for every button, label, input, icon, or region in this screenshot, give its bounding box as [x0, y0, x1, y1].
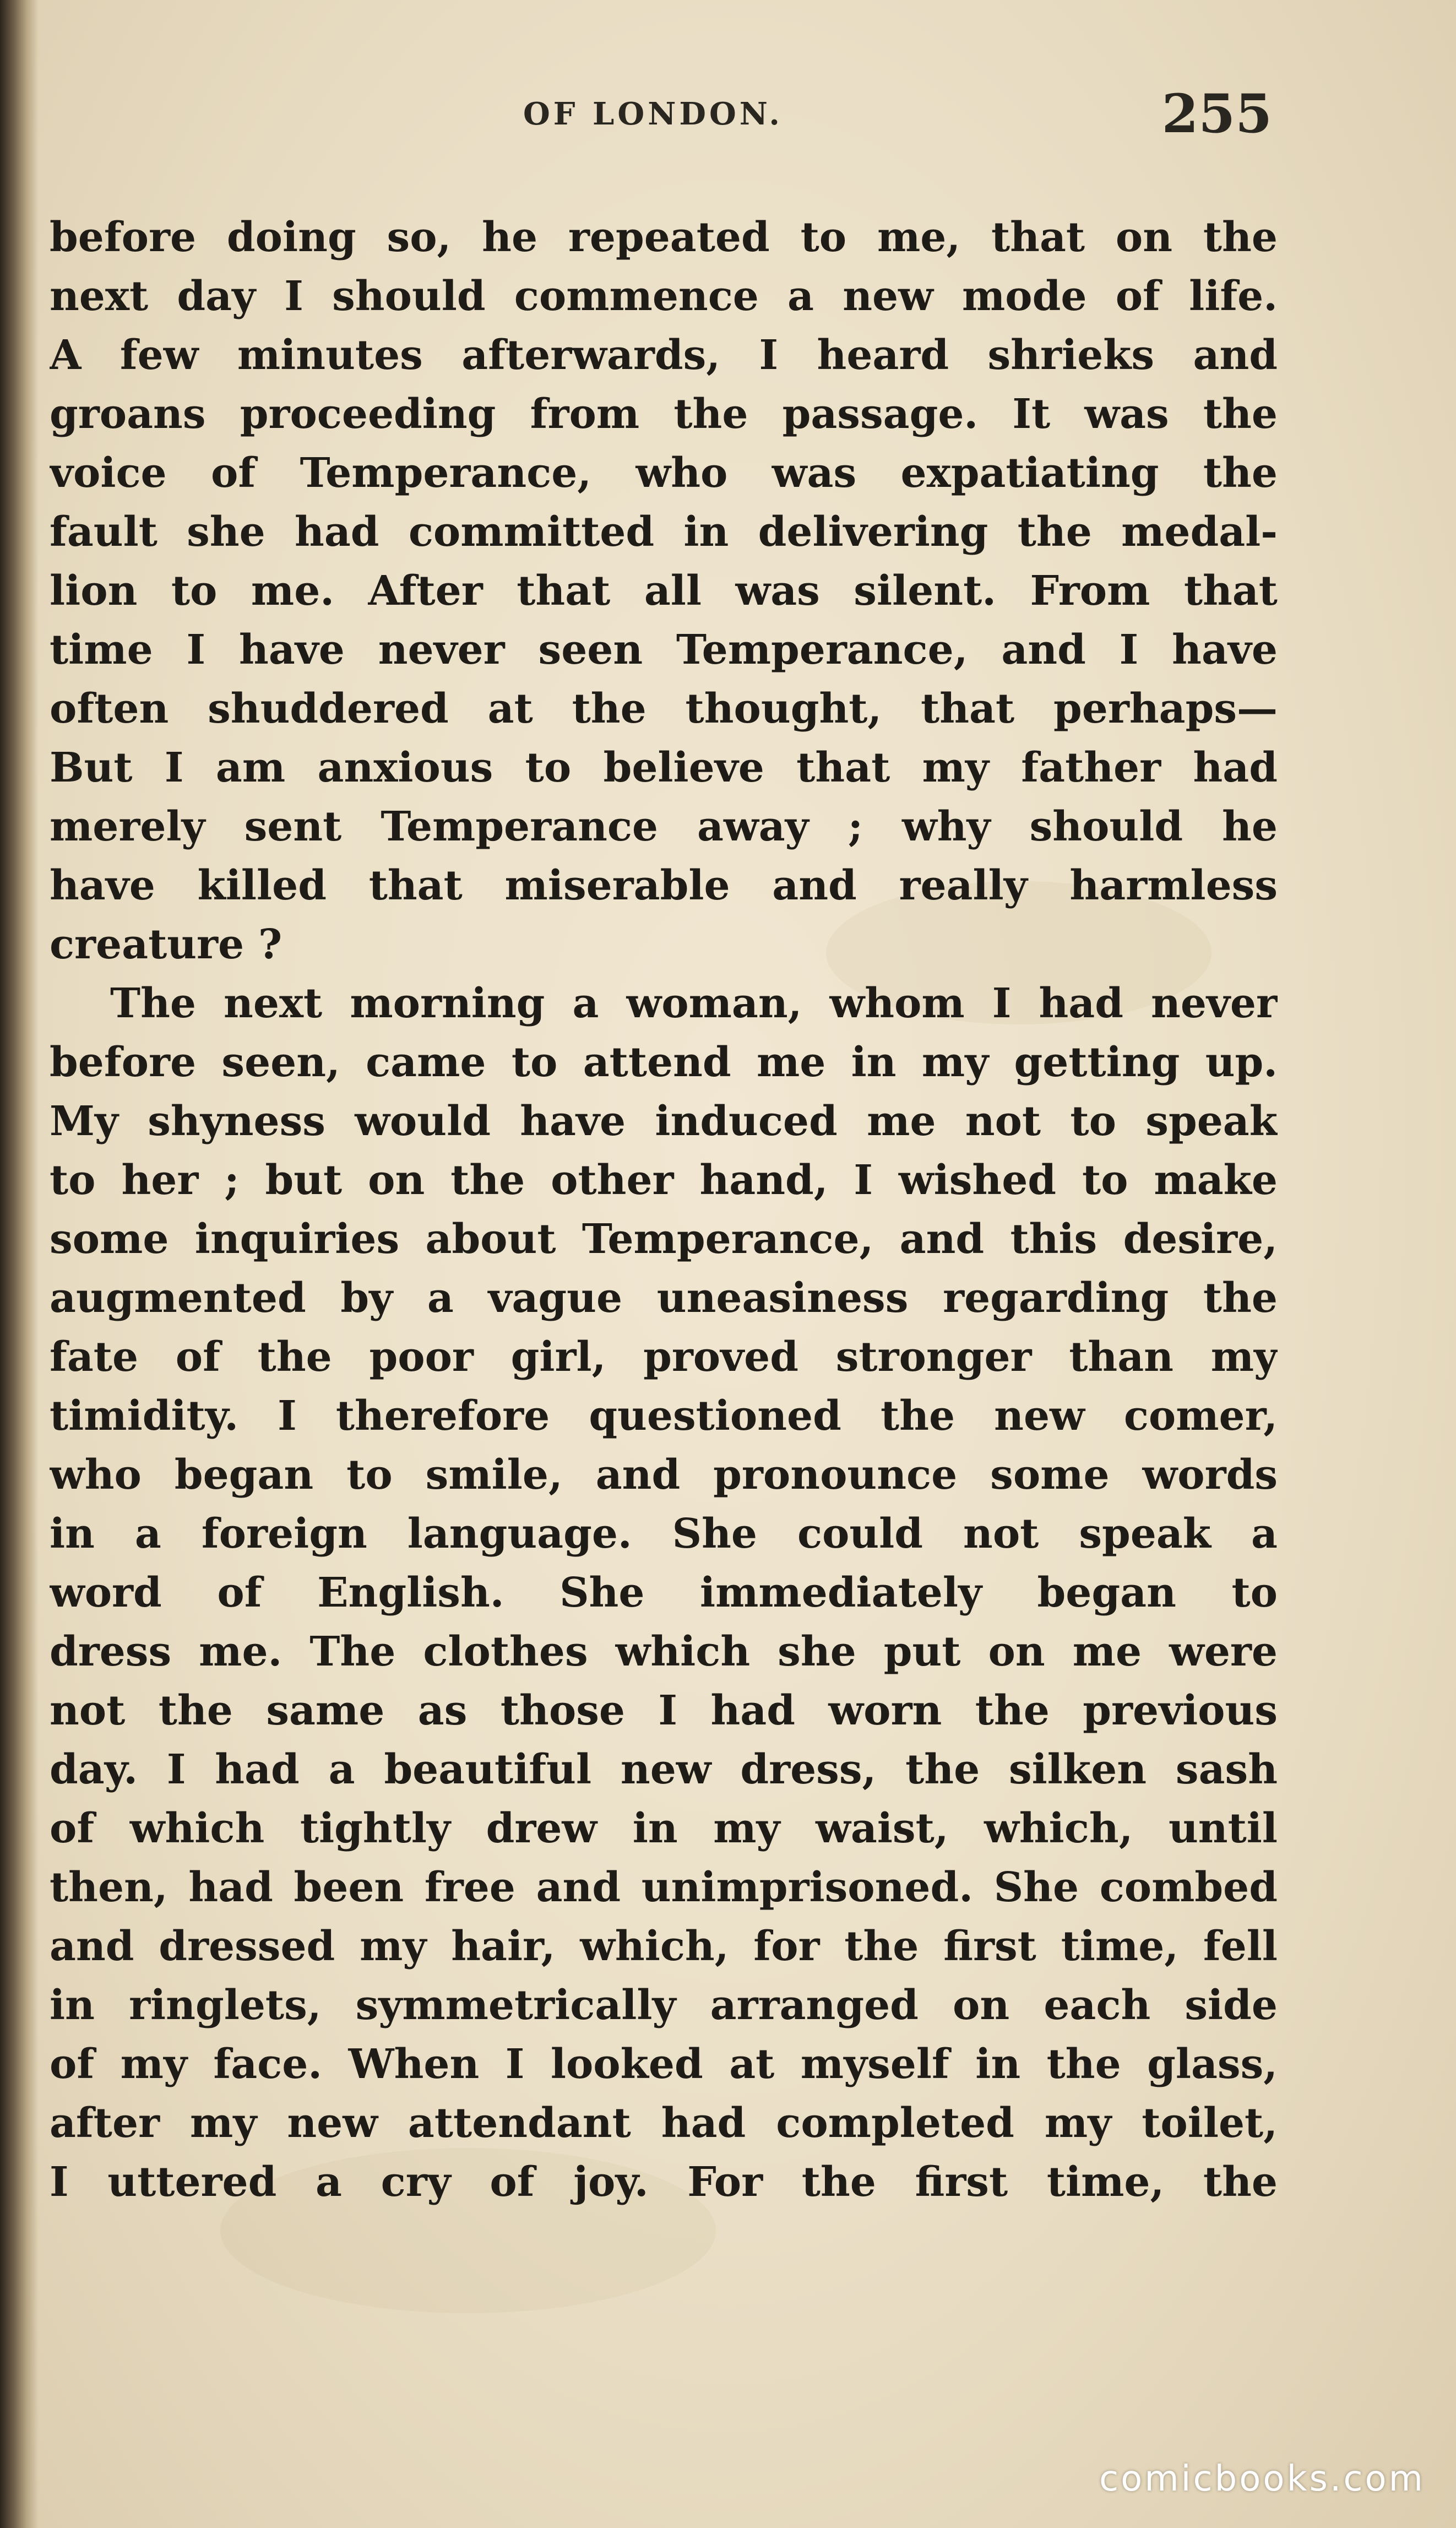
text-line: before seen, came to attend me in my getting up.: [50, 1039, 1278, 1086]
page-header: [50, 83, 1272, 143]
text-line: fault she had committed in delivering the medal-: [50, 508, 1278, 556]
site-watermark: comicbooks.com: [1099, 2459, 1425, 2499]
text-line: day. I had a beautiful new dress, the silken sash: [50, 1746, 1278, 1793]
text-line: lion to me. After that all was silent. From that: [50, 567, 1278, 615]
running-head: OF LONDON.: [523, 96, 783, 132]
text-line: fate of the poor girl, proved stronger than my: [50, 1333, 1278, 1381]
text-line: merely sent Temperance away ; why should he: [50, 803, 1278, 850]
body-text: [50, 208, 1278, 2212]
text-line: But I am anxious to believe that my father had: [50, 744, 1278, 791]
text-line: creature ?: [50, 921, 282, 968]
text-line: in a foreign language. She could not speak a: [50, 1510, 1278, 1558]
text-line: after my new attendant had completed my toilet,: [50, 2100, 1278, 2147]
text-line: dress me. The clothes which she put on me were: [50, 1628, 1278, 1675]
text-line: My shyness would have induced me not to speak: [50, 1098, 1278, 1145]
text-line: I uttered a cry of joy. For the first time, the: [50, 2158, 1278, 2206]
text-line: not the same as those I had worn the previous: [50, 1687, 1278, 1734]
text-line: to her ; but on the other hand, I wished to make: [50, 1157, 1278, 1204]
text-line: A few minutes afterwards, I heard shrieks and: [50, 332, 1278, 379]
text-line: next day I should commence a new mode of life.: [50, 273, 1278, 320]
text-line: have killed that miserable and really harmless: [50, 862, 1278, 909]
text-line: often shuddered at the thought, that perhaps—: [50, 685, 1278, 733]
text-line: voice of Temperance, who was expatiating the: [50, 449, 1278, 497]
text-line: word of English. She immediately began to: [50, 1569, 1278, 1616]
text-line: of which tightly drew in my waist, which, until: [50, 1805, 1278, 1852]
text-line: and dressed my hair, which, for the first time, fell: [50, 1923, 1278, 1970]
text-line: some inquiries about Temperance, and this desire,: [50, 1216, 1278, 1263]
text-line: who began to smile, and pronounce some words: [50, 1451, 1278, 1499]
page-binding-shadow: [0, 0, 39, 2528]
text-line: in ringlets, symmetrically arranged on each side: [50, 1982, 1278, 2029]
text-line: The next morning a woman, whom I had never: [110, 980, 1278, 1027]
text-line: then, had been free and unimprisoned. She combed: [50, 1864, 1278, 1911]
text-line: augmented by a vague uneasiness regarding the: [50, 1274, 1278, 1322]
text-line: timidity. I therefore questioned the new comer,: [50, 1392, 1278, 1440]
text-line: of my face. When I looked at myself in the glass,: [50, 2041, 1278, 2088]
text-line: before doing so, he repeated to me, that on the: [50, 214, 1278, 261]
text-line: groans proceeding from the passage. It was the: [50, 390, 1278, 438]
text-line: time I have never seen Temperance, and I have: [50, 626, 1278, 674]
page-number: 255: [1161, 83, 1272, 145]
